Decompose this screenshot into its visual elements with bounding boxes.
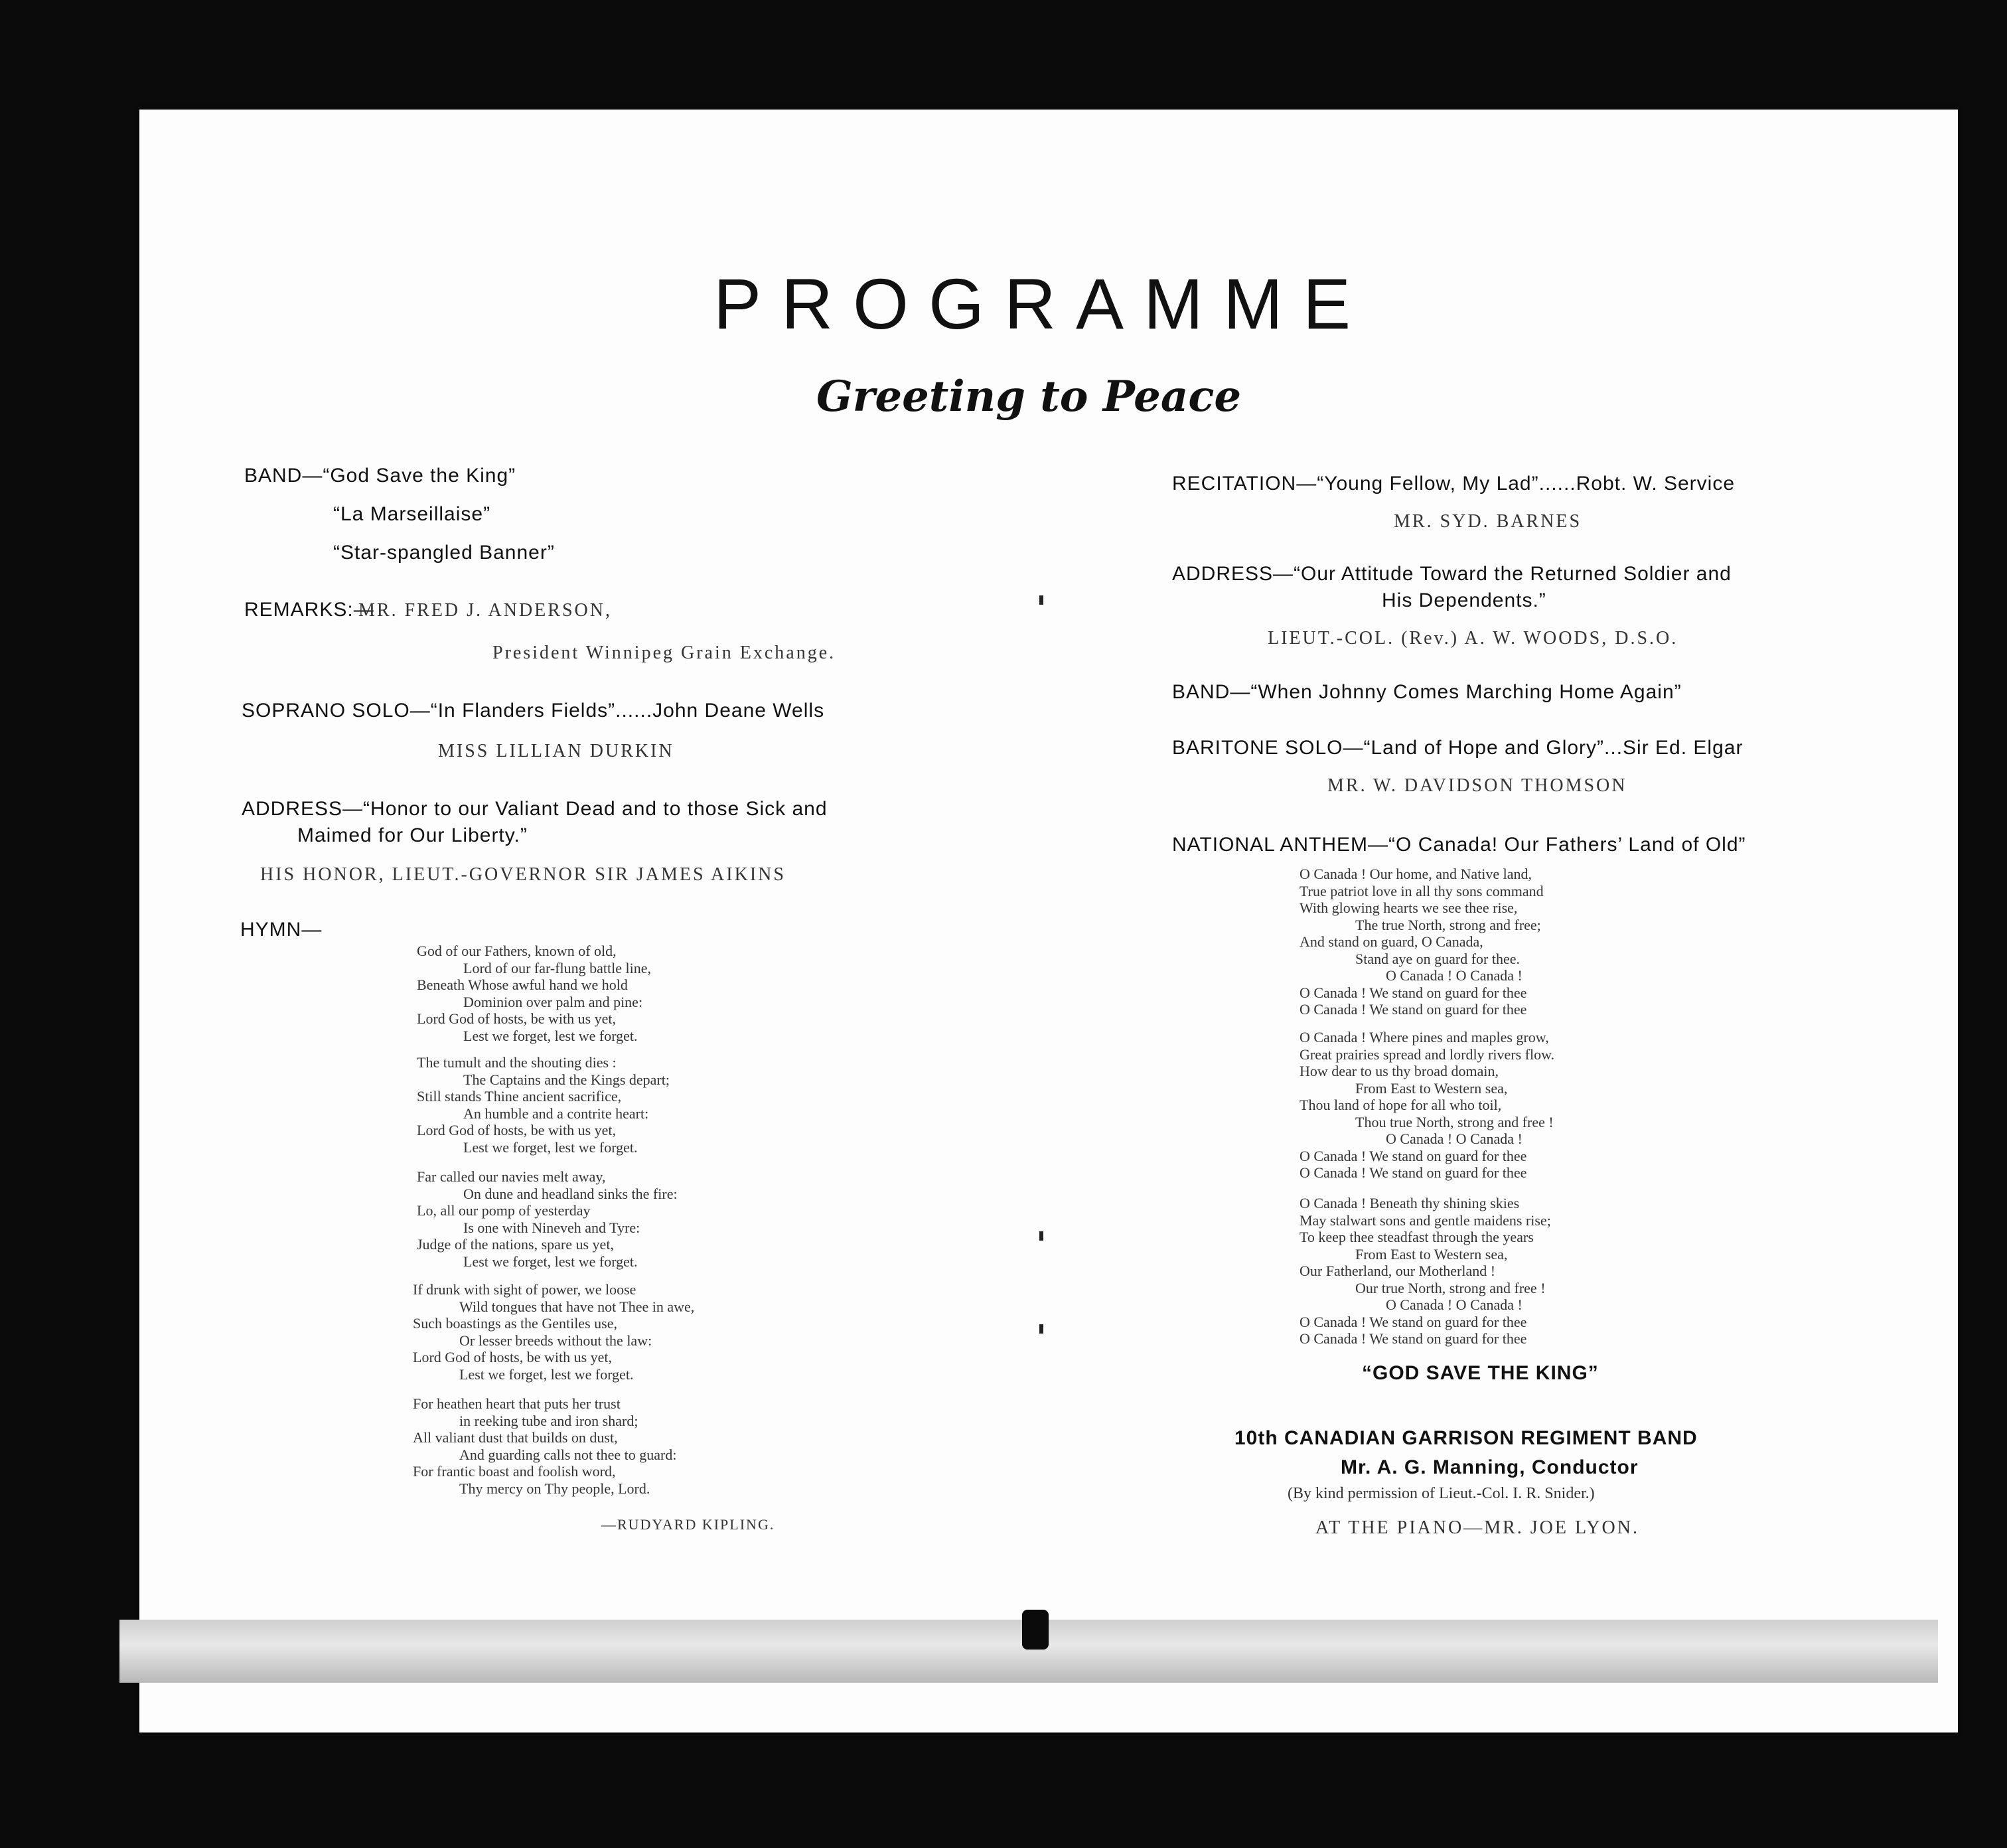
address-item-right: ADDRESS—“Our Attitude Toward the Returned Soldier and	[1172, 563, 1732, 585]
hymn-heading: HYMN—	[240, 919, 323, 941]
page-subtitle: Greeting to Peace	[816, 372, 1242, 422]
remarks-speaker-title: President Winnipeg Grain Exchange.	[492, 643, 836, 663]
hymn-stanza-4: If drunk with sight of power, we loose Wild tongues that have not Thee in awe, Such boastings as the Gentiles use, Or lesser breeds without the law: Lord God of hosts, be with us yet, Lest we forget, lest we forget.	[413, 1281, 695, 1383]
anthem-stanza-1: O Canada ! Our home, and Native land, True patriot love in all thy sons command With glowing hearts we see thee rise, The true North, strong and free; And stand on guard, O Canada, Stand aye on guard for thee. O Canada ! O Canada ! O Canada ! We stand on guard for thee O Canada ! We stand on guard for thee	[1300, 866, 1544, 1018]
programme-sheet	[139, 110, 1958, 1733]
band-credit: 10th CANADIAN GARRISON REGIMENT BAND	[1234, 1427, 1698, 1449]
center-fold-notch	[1022, 1610, 1049, 1650]
anthem-stanza-3: O Canada ! Beneath thy shining skies May stalwart sons and gentle maidens rise; To keep thee steadfast through the years From East to Western sea, Our Fatherland, our Motherland ! Our true North, strong and free ! O Canada ! O Canada ! O Canada ! We stand on guard for thee O Canada ! We stand on guard for thee	[1300, 1195, 1551, 1347]
piano-credit: AT THE PIANO—MR. JOE LYON.	[1315, 1517, 1639, 1538]
hymn-author: —RUDYARD KIPLING.	[601, 1516, 775, 1533]
band-item-3: “Star-spangled Banner”	[333, 542, 555, 564]
baritone-performer: MR. W. DAVIDSON THOMSON	[1327, 775, 1627, 796]
soprano-performer: MISS LILLIAN DURKIN	[438, 741, 674, 761]
hymn-stanza-2: The tumult and the shouting dies : The Captains and the Kings depart; Still stands Thine ancient sacrifice, An humble and a contrite heart: Lord God of hosts, be with us yet, Lest we forget, lest we forget.	[417, 1054, 670, 1156]
recitation-performer: MR. SYD. BARNES	[1394, 511, 1582, 532]
center-fold-mark	[1039, 1231, 1043, 1241]
hymn-stanza-1: God of our Fathers, known of old, Lord of our far-flung battle line, Beneath Whose awful hand we hold Dominion over palm and pine: Lord God of hosts, be with us yet, Lest we forget, lest we forget.	[417, 943, 652, 1044]
address-item-right-line2: His Dependents.”	[1382, 589, 1546, 611]
soprano-item: SOPRANO SOLO—“In Flanders Fields”......John Deane Wells	[242, 700, 825, 722]
hymn-stanza-5: For heathen heart that puts her trust in reeking tube and iron shard; All valiant dust that builds on dust, And guarding calls not thee to guard: For frantic boast and foolish word, Thy mercy on Thy people, Lord.	[413, 1395, 677, 1497]
remarks-speaker: MR. FRED J. ANDERSON,	[358, 600, 612, 621]
anthem-item: NATIONAL ANTHEM—“O Canada! Our Fathers’ Land of Old”	[1172, 834, 1746, 856]
address-speaker: HIS HONOR, LIEUT.-GOVERNOR SIR JAMES AIKINS	[260, 864, 786, 885]
conductor-credit: Mr. A. G. Manning, Conductor	[1341, 1456, 1639, 1478]
center-fold-mark	[1039, 1324, 1043, 1334]
band-item: BAND—“God Save the King”	[244, 465, 516, 487]
recitation-item: RECITATION—“Young Fellow, My Lad”......Robt. W. Service	[1172, 473, 1736, 495]
center-fold-mark	[1039, 595, 1043, 605]
address-speaker-right: LIEUT.-COL. (Rev.) A. W. WOODS, D.S.O.	[1268, 628, 1678, 649]
permission-note: (By kind permission of Lieut.-Col. I. R. Snider.)	[1288, 1485, 1595, 1502]
closing-anthem: “GOD SAVE THE KING”	[1362, 1362, 1599, 1384]
hymn-stanza-3: Far called our navies melt away, On dune and headland sinks the fire: Lo, all our pomp of yesterday Is one with Nineveh and Tyre: Judge of the nations, spare us yet, Lest we forget, lest we forget.	[417, 1168, 678, 1270]
anthem-stanza-2: O Canada ! Where pines and maples grow, Great prairies spread and lordly rivers flow. How dear to us thy broad domain, From East to Western sea, Thou land of hope for all who toil, Thou true North, strong and free ! O Canada ! O Canada ! O Canada ! We stand on guard for thee O Canada ! We stand on guard for thee	[1300, 1029, 1555, 1181]
page-title: PROGRAMME	[713, 264, 1371, 344]
baritone-item: BARITONE SOLO—“Land of Hope and Glory”...Sir Ed. Elgar	[1172, 737, 1744, 759]
band-item-2: “La Marseillaise”	[333, 503, 491, 525]
remarks-heading: REMARKS:—	[244, 599, 374, 621]
band-item-right: BAND—“When Johnny Comes Marching Home Again”	[1172, 681, 1682, 703]
address-item-line2: Maimed for Our Liberty.”	[297, 824, 528, 846]
address-item: ADDRESS—“Honor to our Valiant Dead and to those Sick and	[242, 798, 828, 820]
